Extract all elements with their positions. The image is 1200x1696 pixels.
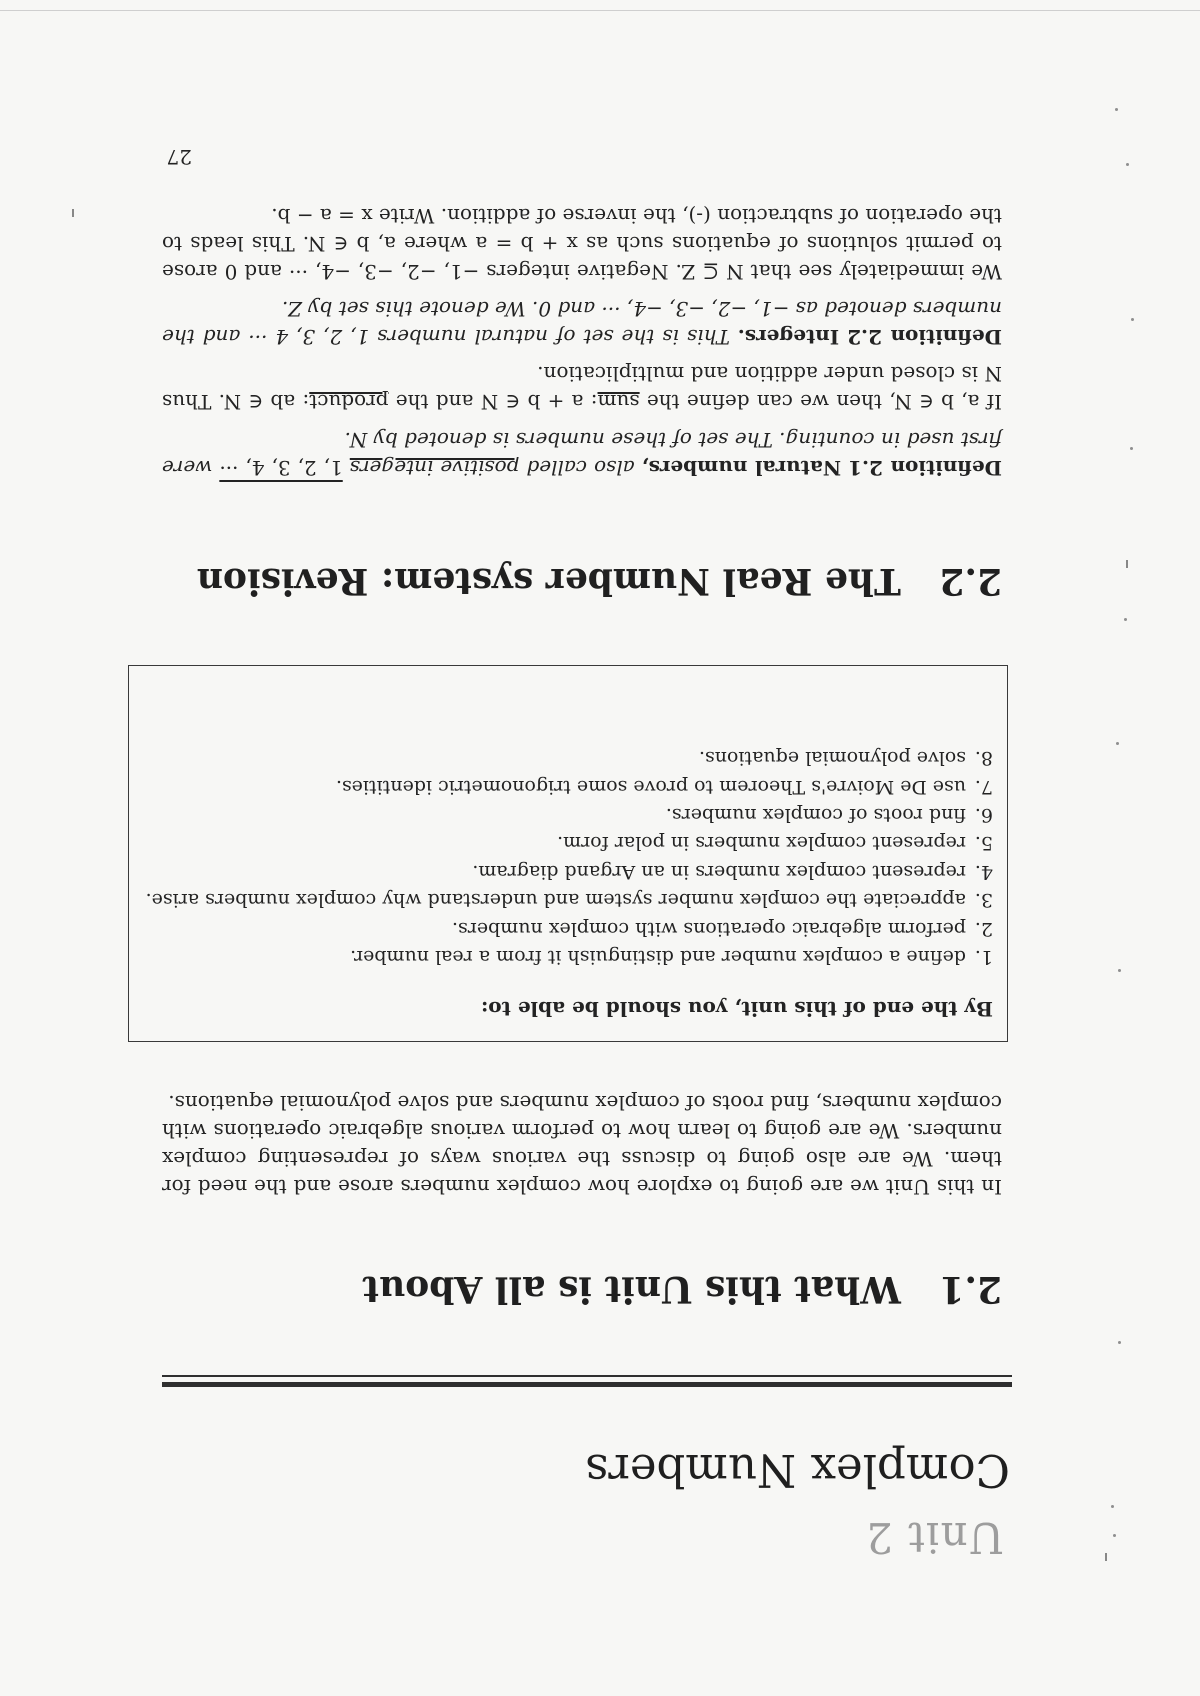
objective-item: [146, 914, 993, 942]
scan-mark: [72, 209, 74, 217]
scan-speck: [1131, 318, 1134, 321]
scan-speck: [1113, 1534, 1116, 1537]
objectives-list: [146, 744, 993, 971]
objective-item: [146, 857, 993, 885]
scan-speck: [1111, 1505, 1114, 1508]
section-heading-2-2: [196, 560, 1002, 602]
definition-label: Definition 2.1: [848, 456, 1002, 480]
scan-speck: [1115, 108, 1118, 111]
objective-number: 8.: [974, 747, 993, 770]
objective-item: [146, 829, 993, 857]
objective-text: find roots of complex numbers.: [665, 803, 966, 826]
objective-item: [146, 886, 993, 914]
sum-term: sum: [597, 390, 640, 414]
closure-paragraph: [162, 360, 1002, 416]
section-heading-2-1: [362, 1268, 1002, 1310]
objectives-box: [128, 665, 1008, 1042]
objective-text: represent complex numbers in an Argand diagram.: [472, 860, 966, 883]
objective-number: 6.: [974, 803, 993, 826]
definition-values: 1, 2, 3, 4, ···: [219, 456, 343, 480]
page-number: 27: [166, 145, 192, 169]
objective-text: define a complex number and distinguish it from a real number.: [350, 946, 966, 968]
scan-speck: [1116, 742, 1119, 745]
scan-speck: [1118, 1341, 1121, 1344]
section-title: What this Unit is all About: [362, 1268, 901, 1310]
definition-title: Natural numbers,: [641, 456, 842, 480]
title-rule-thick: [162, 1382, 1012, 1387]
objective-number: 7.: [974, 775, 993, 798]
definition-label: Definition 2.2: [847, 325, 1002, 349]
section-number: 2.2: [939, 560, 1002, 602]
product-term: product: [309, 390, 389, 414]
definition-text: also called: [526, 456, 635, 480]
unit-title: Complex Numbers: [585, 1444, 1010, 1497]
definition-emphasis: positive integers: [349, 456, 520, 480]
intro-paragraph: In this Unit we are going to explore how complex numbers arose and the need for them. We are also going to discuss the various ways of representing complex numbers. We are going to learn how to perform various algebraic operations with complex numbers, find roots of complex numbers and solve polynomial equations.: [162, 1091, 1002, 1199]
section-number: 2.1: [939, 1268, 1002, 1310]
paragraph-text: : a + b ∈ N and the: [395, 390, 598, 414]
definition-2-1: [162, 426, 1002, 482]
set-symbol: N.: [344, 428, 368, 452]
objective-number: 5.: [974, 832, 993, 855]
objective-item: [146, 943, 993, 971]
negative-integers-paragraph: We immediately see that N ⊆ Z. Negative integers −1, −2, −3, −4, ··· and 0 arose to permit solutions of equations such as x + b = a where a, b ∈ N. This leads to the operation of subtraction (-), the inverse of addition. Write x = a − b.: [162, 204, 1002, 284]
objective-number: 4.: [974, 860, 993, 883]
definition-2-2: [162, 295, 1002, 351]
objective-number: 2.: [974, 917, 993, 940]
paragraph-text: : ab ∈ N. Thus N is closed under addition and multiplication.: [161, 362, 1002, 414]
scan-speck: [1130, 447, 1133, 450]
objectives-heading: By the end of this unit, you should be able to:: [480, 997, 993, 1021]
section-title: The Real Number system: Revision: [196, 560, 901, 602]
definition-text: This is the set of natural numbers 1, 2, 3, 4 ··· and the numbers denoted as −1, −2, −3, −4, ··· and 0. We denote this set by Z.: [162, 297, 1002, 349]
scan-speck: [1124, 618, 1127, 621]
definition-title: Integers.: [737, 325, 840, 349]
objective-text: represent complex numbers in polar form.: [557, 832, 966, 855]
objective-number: 1.: [974, 946, 993, 968]
objective-text: perform algebraic operations with complex numbers.: [451, 917, 966, 940]
objective-text: appreciate the complex number system and understand why complex numbers arise.: [145, 889, 966, 912]
objective-item: [146, 801, 993, 829]
scan-mark: [1105, 1553, 1107, 1561]
scan-mark: [1126, 560, 1128, 568]
objective-item: [146, 744, 993, 772]
scan-edge-line: [0, 10, 1200, 11]
objective-text: use De Moivre's Theorem to prove some trigonometric identities.: [335, 775, 966, 798]
title-rule-thin: [162, 1375, 1012, 1377]
objective-number: 3.: [974, 889, 993, 912]
definition-text: were first used in counting. The set of these numbers is denoted by: [161, 428, 1002, 480]
scan-speck: [1126, 163, 1129, 166]
objective-text: solve polynomial equations.: [698, 747, 966, 770]
objective-item: [146, 772, 993, 800]
unit-label: Unit 2: [865, 1513, 1004, 1562]
scan-speck: [1118, 969, 1121, 972]
paragraph-text: If a, b ∈ N, then we can define the: [646, 390, 1002, 414]
